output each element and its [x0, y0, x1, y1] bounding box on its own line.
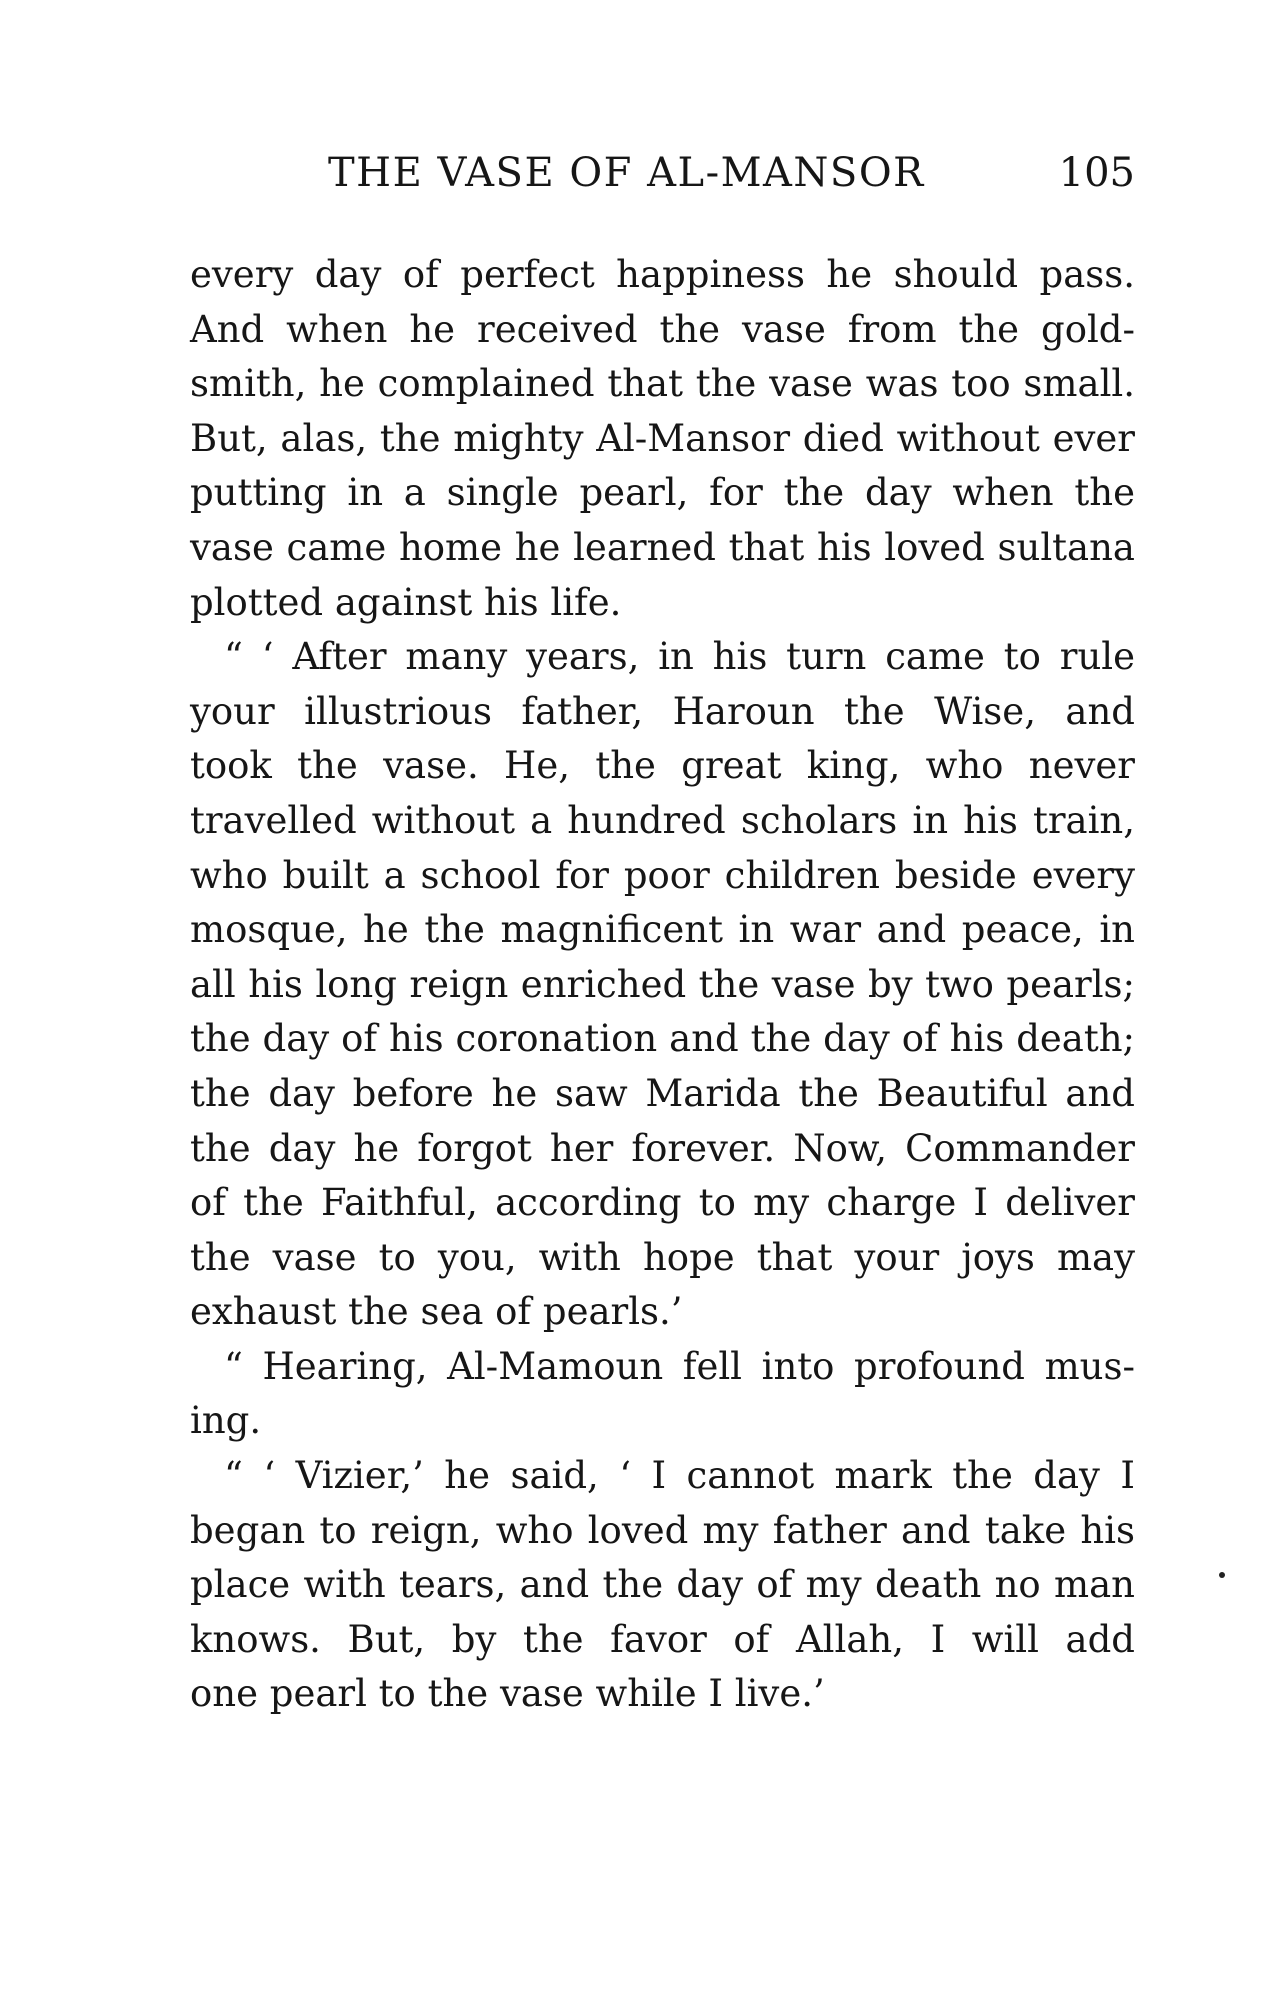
text-line: of the Faithful, according to my charge I deliver — [190, 1181, 1135, 1225]
text-line: smith, he complained that the vase was too small. — [190, 362, 1135, 406]
text-line: putting in a single pearl, for the day when the — [190, 471, 1135, 515]
text-line: took the vase. He, the great king, who never — [190, 744, 1135, 788]
text-line: vase came home he learned that his loved sultana — [190, 525, 1135, 569]
text-line: your illustrious father, Haroun the Wise, and — [190, 689, 1135, 733]
text-line: And when he received the vase from the gold- — [190, 307, 1135, 351]
text-line: place with tears, and the day of my death no man — [190, 1563, 1135, 1607]
text-line: the day he forgot her forever. Now, Commander — [190, 1126, 1135, 1170]
text-line: travelled without a hundred scholars in his train, — [190, 798, 1135, 842]
text-line: “ ‘ Vizier,’ he said, ‘ I cannot mark the day I — [224, 1454, 1135, 1498]
text-line: the day before he saw Marida the Beautiful and — [190, 1071, 1135, 1115]
text-line: “ ‘ After many years, in his turn came to rule — [224, 635, 1135, 679]
body-text — [190, 248, 1135, 1722]
text-line: “ Hearing, Al-Mamoun fell into profound mus- — [224, 1344, 1135, 1388]
text-line: mosque, he the magnificent in war and peace, in — [190, 908, 1135, 952]
page-number: 105 — [1058, 150, 1135, 196]
text-line: every day of perfect happiness he should pass. — [190, 253, 1135, 296]
margin-speck — [1219, 1572, 1225, 1578]
text-line: one pearl to the vase while I live.’ — [190, 1672, 825, 1716]
text-line: who built a school for poor children beside every — [190, 853, 1135, 897]
text-line: plotted against his life. — [190, 580, 622, 624]
running-header — [190, 150, 1135, 210]
text-line: the day of his coronation and the day of his death; — [190, 1017, 1135, 1061]
text-line: knows. But, by the favor of Allah, I will add — [190, 1617, 1135, 1661]
text-line: But, alas, the mighty Al-Mansor died without ever — [190, 416, 1135, 460]
text-line: the vase to you, with hope that your joys may — [190, 1235, 1135, 1279]
text-line: all his long reign enriched the vase by two pearls; — [190, 962, 1135, 1006]
text-line: began to reign, who loved my father and take his — [190, 1508, 1135, 1552]
text-line: ing. — [190, 1399, 262, 1443]
text-line: exhaust the sea of pearls.’ — [190, 1290, 683, 1334]
running-title: THE VASE OF AL-MANSOR — [328, 150, 925, 196]
